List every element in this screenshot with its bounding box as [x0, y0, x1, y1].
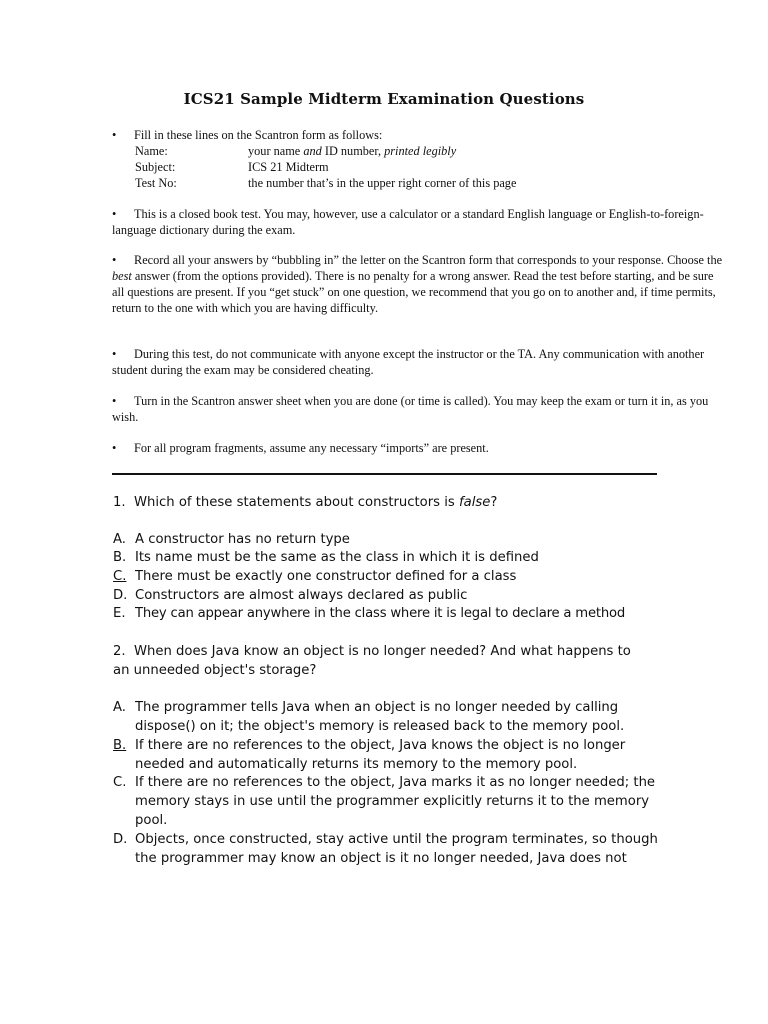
- field-label-name: Name:: [135, 144, 168, 158]
- fill-intro-text: Fill in these lines on the Scantron form as follows:: [134, 128, 383, 142]
- field-label-test-no: Test No:: [135, 176, 177, 190]
- bullet-icon: •: [112, 253, 117, 267]
- field-label-subject: Subject:: [135, 160, 176, 174]
- answer-marker: B.: [113, 738, 127, 753]
- question-2-continued: an unneeded object's storage?: [113, 663, 317, 678]
- instruction-imports: • For all program fragments, assume any necessary “imports” are present.: [112, 441, 489, 455]
- bullet-icon: •: [112, 441, 117, 455]
- bullet-icon: •: [112, 128, 117, 142]
- instruction-record-answers: • Record all your answers by “bubbling in” the letter on the Scantron form that corresponds to your response. Choose the best answer (from the options provided). There is no penalty for a wrong answer. Read the test before starting, and be sure all questions are present. If you “get stuck” on one question, we recommend that you go on to another and, if time permits, return to the one with which you are having difficulty.: [112, 253, 723, 315]
- question-number: 1.: [113, 495, 126, 510]
- closed-book-text: This is a closed book test. You may, however, use a calculator or a standard English language or English-to-foreign-language dictionary during the exam.: [112, 207, 704, 237]
- bullet-icon: •: [112, 347, 117, 361]
- bullet-icon: •: [112, 207, 117, 221]
- exam-page: ICS21 Sample Midterm Examination Questions • Fill in these lines on the Scantron form as follows: Name: your name and ID number, printed legibly Subject: ICS 21 Midterm Test No: the number that’s in the upper right corner of this page • This is a closed book test. You may, however, use a calculator or a standard English language or English-to-foreign-language dictionary during the exam. • Record all your answers by “bubbling in” the letter on the Scantron form that corresponds to your response. Choose the best answer (from the options provided). There is no penalty for a wrong answer. Read the test before starting, and be sure all questions are present. If you “get stuck” on one question, we recommend that you go on to another and, if time permits, return to the one with which you are having difficulty. • During this test, do not communicate with anyone except the instructor or the TA. Any communication with another student during the exam may be considered cheating. • Turn in the Scantron answer sheet when you are done (or time is called). You may keep the exam or turn it in, as you wish. • For all program fragments, assume any necessary “imports” are present. 1. Which of these statements about constructors is false? A. A constructor has no return type B. Its name must be the same as the class in which it is defined C. There must be exactly one constructor defined for a class D. Constructors are almost always declared as public E. They can appear anywhere in the class where it is legal to declare a method 2. When does Java know an object is no longer needed? And what happens to an unneeded object's storage? A. The programmer tells Java when an object is no longer needed by calling dispose() on it; the object's memory is released back to the memory pool. B. If there are no references to the object, Java knows the object is no longer needed and automatically returns its memory to the memory pool. C. If there are no references to the object, Java marks it as no longer needed; the memory stays in use until the programmer explicitly returns it to the memory pool. D. Objects, once constructed, stay active until the program terminates, so though the programmer may know an object is it no longer needed, Java does not: [0, 0, 768, 1024]
- question-2: 2. When does Java know an object is no longer needed? And what happens to: [113, 644, 631, 659]
- field-value-name: your name and ID number, printed legibly: [248, 144, 457, 158]
- instruction-fill-in: [112, 127, 724, 143]
- divider: [112, 473, 657, 475]
- answer-marker: C.: [113, 569, 127, 584]
- field-value-test-no: the number that’s in the upper right corner of this page: [248, 176, 517, 190]
- bullet-icon: •: [112, 394, 117, 408]
- question-number: 2.: [113, 644, 126, 659]
- instruction-turn-in: • Turn in the Scantron answer sheet when you are done (or time is called). You may keep the exam or turn it in, as you wish.: [112, 394, 709, 424]
- field-value-subject: ICS 21 Midterm: [248, 160, 329, 174]
- instruction-no-communication: • During this test, do not communicate with anyone except the instructor or the TA. Any communication with another student during the exam may be considered cheating.: [112, 347, 705, 377]
- question-1: 1. Which of these statements about constructors is false?: [113, 495, 498, 510]
- instruction-closed-book: [112, 206, 724, 238]
- page-title: ICS21 Sample Midterm Examination Questions: [183, 90, 585, 108]
